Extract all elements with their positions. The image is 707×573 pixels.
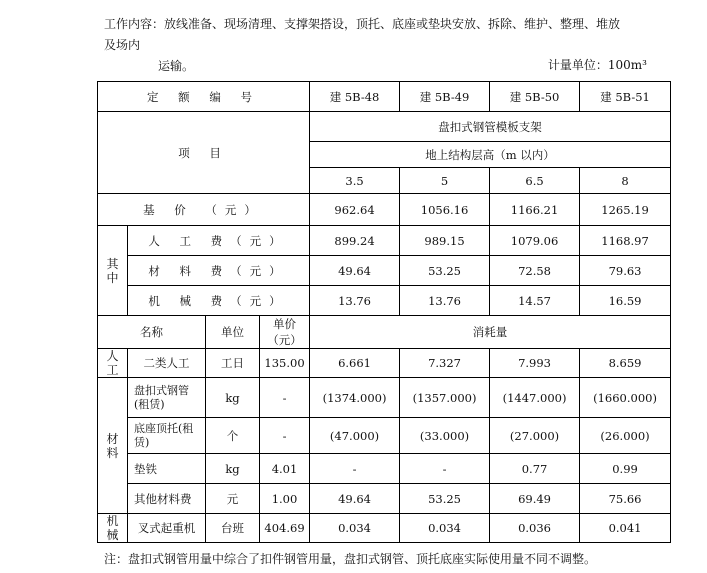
machine-row [98, 514, 671, 543]
consumption-value: (26.000) [580, 418, 671, 454]
machine-fee-row [98, 286, 671, 316]
col-consumption-header: 消耗量 [310, 316, 671, 349]
machine-fee: 13.76 [310, 286, 400, 316]
resource-name: 其他材料费 [128, 484, 206, 514]
consumption-value: - [400, 454, 490, 484]
consumption-value: 0.77 [490, 454, 580, 484]
consumption-value: 69.49 [490, 484, 580, 514]
consumption-value: 0.036 [490, 514, 580, 543]
col-price-header: 单价（元） [260, 316, 310, 349]
base-price-label: 基 价 （元） [98, 194, 310, 226]
machine-fee: 13.76 [400, 286, 490, 316]
consumption-value: 8.659 [580, 349, 671, 378]
resource-price: 404.69 [260, 514, 310, 543]
resource-unit: 个 [206, 418, 260, 454]
consumption-value: (1447.000) [490, 378, 580, 418]
quota-code: 建 5B-50 [490, 82, 580, 112]
quota-code-row [98, 82, 671, 112]
resource-price: - [260, 378, 310, 418]
consumption-value: (1374.000) [310, 378, 400, 418]
footnote: 注：盘扣式钢管用量中综合了扣件钢管用量，盘扣式钢管、顶托底座实际使用量不同不调整。 [104, 552, 597, 566]
resource-price: 135.00 [260, 349, 310, 378]
labor-fee: 899.24 [310, 226, 400, 256]
material-fee-label: 材 料 费（元） [128, 256, 310, 286]
quota-code: 建 5B-49 [400, 82, 490, 112]
resource-unit: 台班 [206, 514, 260, 543]
consumption-value: (1660.000) [580, 378, 671, 418]
labor-fee: 1168.97 [580, 226, 671, 256]
material-row [98, 418, 671, 454]
labor-fee: 1079.06 [490, 226, 580, 256]
consumption-value: 75.66 [580, 484, 671, 514]
quota-code: 建 5B-48 [310, 82, 400, 112]
consumption-header-row [98, 316, 671, 349]
resource-unit: kg [206, 378, 260, 418]
measurement-unit: 计量单位：100m³ [547, 58, 647, 72]
quota-table [97, 81, 671, 543]
labor-row [98, 349, 671, 378]
base-price-row [98, 194, 671, 226]
work-content-label: 工作内容： [104, 17, 165, 31]
material-fee: 72.58 [490, 256, 580, 286]
resource-price: 4.01 [260, 454, 310, 484]
among-label: 其中 [98, 226, 128, 316]
material-row [98, 454, 671, 484]
material-row [98, 484, 671, 514]
col-name-header: 名称 [98, 316, 206, 349]
consumption-value: (1357.000) [400, 378, 490, 418]
material-group-label: 材料 [98, 378, 128, 514]
item-label: 项 目 [98, 112, 310, 194]
consumption-value: 0.034 [400, 514, 490, 543]
work-content-line1: 放线准备、现场清理、支撑架搭设，顶托、底座或垫块安放、拆除、维护、整理、堆放及场内 [104, 17, 621, 52]
resource-unit: kg [206, 454, 260, 484]
machine-fee: 14.57 [490, 286, 580, 316]
quota-code: 建 5B-51 [580, 82, 671, 112]
consumption-value: 49.64 [310, 484, 400, 514]
resource-price: - [260, 418, 310, 454]
resource-price: 1.00 [260, 484, 310, 514]
work-content [104, 14, 624, 77]
machine-group-label: 机械 [98, 514, 128, 543]
category-row [98, 112, 671, 142]
category-label: 盘扣式钢管模板支架 [310, 112, 671, 142]
resource-unit: 工日 [206, 349, 260, 378]
material-row [98, 378, 671, 418]
consumption-value: 53.25 [400, 484, 490, 514]
resource-name: 底座顶托(租赁) [128, 418, 206, 454]
base-price: 962.64 [310, 194, 400, 226]
height-value: 5 [400, 168, 490, 194]
quota-label: 定 额 编 号 [98, 82, 310, 112]
consumption-value: 0.041 [580, 514, 671, 543]
work-content-line2: 运输。 [158, 59, 195, 73]
base-price: 1166.21 [490, 194, 580, 226]
consumption-value: (47.000) [310, 418, 400, 454]
consumption-value: 0.034 [310, 514, 400, 543]
consumption-value: (27.000) [490, 418, 580, 454]
height-value: 3.5 [310, 168, 400, 194]
resource-name: 叉式起重机 [128, 514, 206, 543]
material-fee: 53.25 [400, 256, 490, 286]
material-fee-row [98, 256, 671, 286]
consumption-value: 0.99 [580, 454, 671, 484]
resource-name: 二类人工 [128, 349, 206, 378]
consumption-value: 7.993 [490, 349, 580, 378]
height-value: 6.5 [490, 168, 580, 194]
material-fee: 79.63 [580, 256, 671, 286]
height-label: 地上结构层高（m 以内） [310, 142, 671, 168]
col-unit-header: 单位 [206, 316, 260, 349]
material-fee: 49.64 [310, 256, 400, 286]
consumption-value: (33.000) [400, 418, 490, 454]
resource-name: 垫铁 [128, 454, 206, 484]
machine-fee: 16.59 [580, 286, 671, 316]
resource-name: 盘扣式钢管(租赁) [128, 378, 206, 418]
base-price: 1265.19 [580, 194, 671, 226]
labor-fee-label: 人 工 费（元） [128, 226, 310, 256]
labor-group-label: 人工 [98, 349, 128, 378]
consumption-value: 6.661 [310, 349, 400, 378]
consumption-value: 7.327 [400, 349, 490, 378]
base-price: 1056.16 [400, 194, 490, 226]
machine-fee-label: 机 械 费（元） [128, 286, 310, 316]
resource-unit: 元 [206, 484, 260, 514]
labor-fee-row [98, 226, 671, 256]
labor-fee: 989.15 [400, 226, 490, 256]
consumption-value: - [310, 454, 400, 484]
height-value: 8 [580, 168, 671, 194]
